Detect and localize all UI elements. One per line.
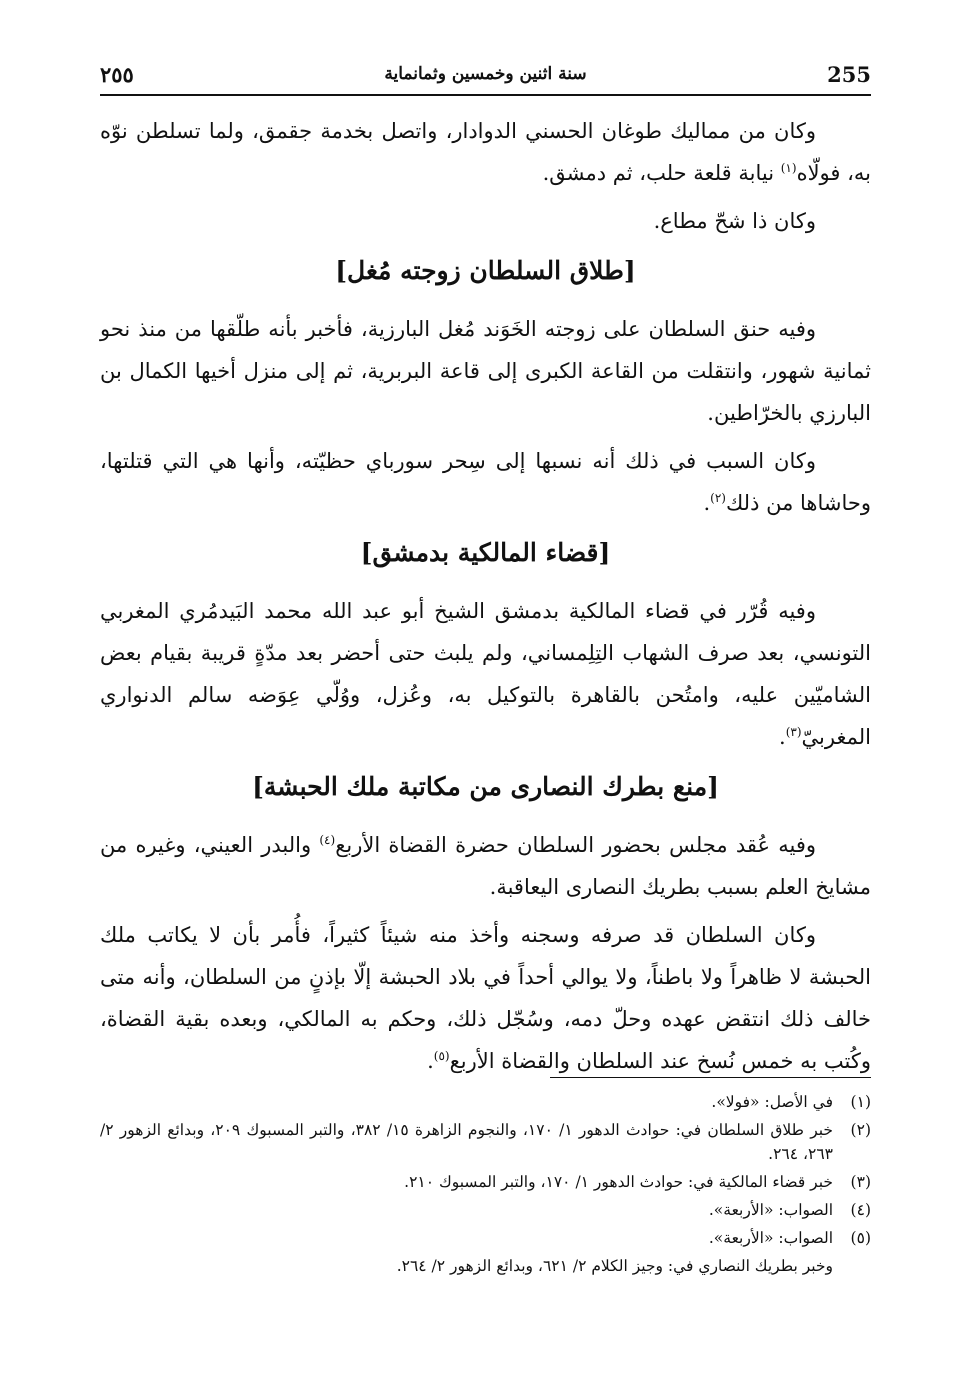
paragraph-text: وفيه عُقد مجلس بحضور السلطان حضرة القضاة الأربع xyxy=(335,833,816,857)
paragraph-text: . xyxy=(427,1049,434,1073)
footnote-ref[interactable]: (٢) xyxy=(710,491,726,505)
paragraph xyxy=(100,914,871,1082)
footnote-ref[interactable]: (٣) xyxy=(785,725,802,739)
footnote-ref[interactable]: (٥) xyxy=(433,1049,450,1063)
running-header xyxy=(100,58,871,94)
section-heading: [قضاء المالكية بدمشق] xyxy=(360,538,611,567)
paragraph xyxy=(100,590,871,758)
paragraph-text: . xyxy=(703,491,711,515)
footnote-number: (١) xyxy=(850,1093,871,1111)
page-number-arabic: ٢٥٥ xyxy=(100,62,134,87)
paragraph-text: وكان السلطان قد صرفه وسجنه وأخذ منه شيئاً كثيراً، فأُمر بأن لا يكاتب ملك الحبشة لا ظاهراً ولا باطناً، ولا يوالي أحداً في بلاد الحبشة إلّا بإذنٍ من السلطان، وأنه متى خالف ذلك انتقض عهده وحلّ دمه، وسُجّل ذلك، وحكم به المالكي، وبعده بقية القضاة، وكُتب به خمس نُسخ عند السلطان والقضاة الأربع xyxy=(100,923,871,1073)
paragraph: وكان ذا شحّ مطاع. xyxy=(653,209,816,233)
footnote-number: (٤) xyxy=(850,1201,871,1219)
footnote-ref[interactable]: (١) xyxy=(780,161,797,175)
footnote xyxy=(100,1118,871,1166)
section-heading: [منع بطرك النصارى من مكاتبة ملك الحبشة] xyxy=(252,772,719,801)
page-number-latin: 255 xyxy=(827,62,871,87)
header-divider xyxy=(100,94,871,96)
paragraph-text: وكان من مماليك طوغان الحسني الدوادار، واتصل بخدمة جقمق، ولما تسلطن نوّه به، فولّاه xyxy=(100,119,871,185)
footnote-ref[interactable]: (٤) xyxy=(319,833,336,847)
footnote-number: (٣) xyxy=(850,1173,871,1191)
paragraph: وفيه حنق السلطان على زوجته الخَوَند مُغل البارزية، فأخبر بأنه طلّقها من منذ نحو ثمانية شهور، وانتقلت من القاعة الكبرى إلى قاعة البربرية، ثم إلى منزل أخيها الكمال بن البارزي بالخرّاطين. xyxy=(100,317,871,425)
paragraph xyxy=(100,110,871,194)
paragraph-text: والبدر العيني، وغيره من مشايخ العلم بسبب بطريك النصارى اليعاقبة. xyxy=(100,833,871,899)
paragraph-text: وكان السبب في ذلك أنه نسبها إلى سِحر سورباي حظيّته، وأنها هي التي قتلتها، وحاشاها من ذلك xyxy=(100,449,871,515)
running-title: سنة اثنين وخمسين وثمانماية xyxy=(384,64,587,84)
footnote xyxy=(100,1226,871,1250)
footnote xyxy=(100,1198,871,1222)
footnotes xyxy=(100,1090,871,1278)
footnote-divider xyxy=(550,1077,871,1078)
paragraph-text: . xyxy=(779,725,786,749)
paragraph-text: نيابة قلعة حلب، ثم دمشق. xyxy=(542,161,781,185)
footnote-text: الصواب: «الأربعة». xyxy=(708,1229,833,1247)
footnote-text: في الأصل: «فولا». xyxy=(711,1093,833,1111)
paragraph-text: وفيه قُرّر في قضاء المالكية بدمشق الشيخ أبو عبد الله محمد البَيدمُري المغربي التونسي، بعد صرف الشهاب التِلِمساني، ولم يلبث حتى أحضر بعد مدّةٍ قريبة بقيام بعض الشاميّين عليه، وامتُحن بالقاهرة بالتوكيل به، وعُزل، ووُلّي عِوَضه سالم الدنواري المغربيّ xyxy=(100,599,871,749)
footnote-number: (٥) xyxy=(850,1229,871,1247)
footnote-number: (٢) xyxy=(850,1121,871,1139)
paragraph xyxy=(100,824,871,908)
paragraph xyxy=(100,440,871,524)
footnote-continuation: وخبر بطريك النصاري في: وجيز الكلام ٢/ ٦٢١، وبدائع الزهور ٢/ ٢٦٤. xyxy=(396,1257,833,1275)
footnote-text: خبر طلاق السلطان في: حوادث الدهور ١/ ١٧٠، والنجوم الزاهرة ١٥/ ٣٨٢، والتبر المسبوك ٢٠٩، وبدائع الزهور ٢/ ٢٦٣، ٢٦٤. xyxy=(100,1121,833,1163)
footnote xyxy=(100,1170,871,1194)
footnote-text: الصواب: «الأربعة». xyxy=(708,1201,833,1219)
footnote-text: خبر قضاء المالكية في: حوادث الدهور ١/ ١٧٠، والتبر المسبوك ٢١٠. xyxy=(404,1173,833,1191)
section-heading: [طلاق السلطان زوجته مُغل] xyxy=(335,256,636,285)
main-text xyxy=(100,110,871,1088)
footnote xyxy=(100,1090,871,1114)
